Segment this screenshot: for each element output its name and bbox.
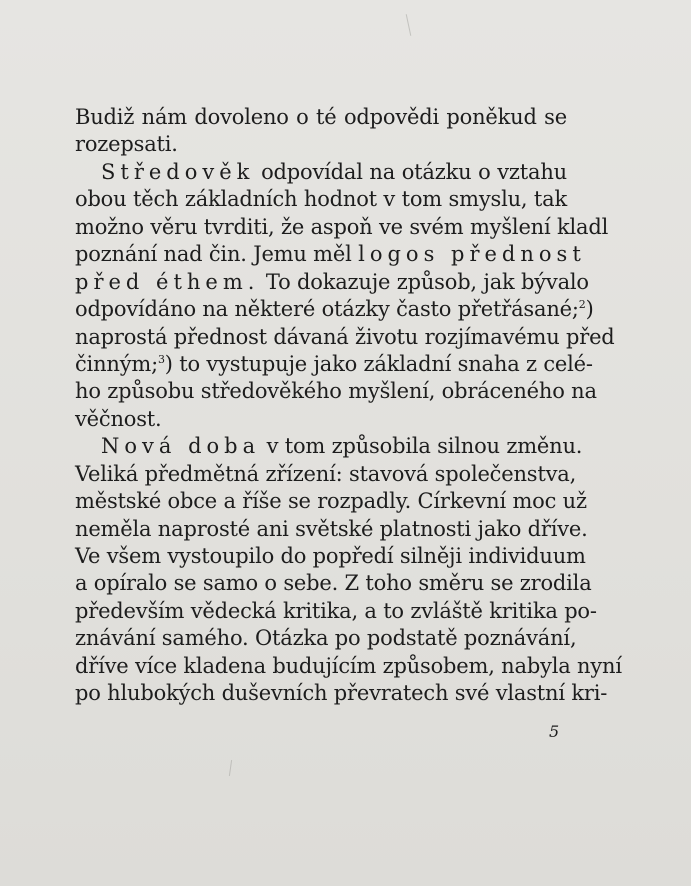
spaced-emphasis: logos přednost bbox=[358, 242, 586, 267]
text-line: neměla naprosté ani světské platnosti jako dříve. bbox=[75, 516, 588, 541]
text-line bbox=[75, 433, 583, 460]
text-run: odpovídáno na některé otázky často přetřásané; bbox=[75, 297, 579, 322]
text-line bbox=[75, 269, 589, 296]
footnote-marker: 2 bbox=[578, 298, 586, 312]
paper-scratch bbox=[406, 14, 412, 36]
text-line: věčnost. bbox=[75, 406, 162, 431]
body-text bbox=[75, 104, 622, 708]
text-line: městské obce a říše se rozpadly. Církevní moc už bbox=[75, 489, 587, 514]
text-line: Ve všem vystoupilo do popředí silněji individuum bbox=[75, 544, 586, 568]
text-line: a opíralo se samo o sebe. Z toho směru se zrodila bbox=[75, 571, 592, 596]
text-line bbox=[75, 241, 586, 268]
text-line bbox=[75, 351, 593, 378]
text-run: ) to vystupuje jako základní snaha z celé- bbox=[164, 351, 593, 376]
page-number: 5 bbox=[549, 722, 560, 741]
footnote-marker: 3 bbox=[157, 352, 165, 366]
text-run: To dokazuje způsob, jak bývalo bbox=[259, 269, 589, 294]
text-line: znávání samého. Otázka po podstatě poznávání, bbox=[75, 626, 577, 651]
text-line: rozepsati. bbox=[75, 132, 178, 157]
spaced-emphasis: Středověk bbox=[101, 159, 255, 184]
text-line bbox=[75, 159, 567, 186]
text-line: dříve více kladena budujícím způsobem, nabyla nyní bbox=[75, 653, 622, 678]
text-line: obou těch základních hodnot v tom smyslu, tak bbox=[75, 187, 567, 212]
paper-scratch bbox=[229, 760, 232, 776]
text-run: poznání nad čin. Jemu měl bbox=[75, 242, 359, 267]
text-line: ho způsobu středověkého myšlení, obráceného na bbox=[75, 379, 597, 404]
text-line: především vědecká kritika, a to zvláště kritika po- bbox=[75, 598, 597, 623]
text-run: v tom způsobila silnou změnu. bbox=[260, 434, 583, 459]
text-run: činným; bbox=[75, 351, 158, 376]
text-run: ) bbox=[585, 297, 594, 322]
text-line: naprostá přednost dávaná životu rozjímavému před bbox=[75, 324, 615, 349]
text-line: možno věru tvrditi, že aspoň ve svém myšlení kladl bbox=[75, 214, 609, 239]
text-line: Veliká předmětná zřízení: stavová společenstva, bbox=[75, 461, 577, 486]
text-line bbox=[75, 296, 594, 323]
text-line: po hlubokých duševních převratech své vlastní kri- bbox=[75, 681, 608, 706]
text-line: Budiž nám dovoleno o té odpovědi poněkud se bbox=[75, 105, 567, 129]
spaced-emphasis: před éthem. bbox=[75, 269, 260, 294]
text-run: odpovídal na otázku o vztahu bbox=[254, 159, 567, 184]
spaced-emphasis: Nová doba bbox=[101, 434, 261, 459]
